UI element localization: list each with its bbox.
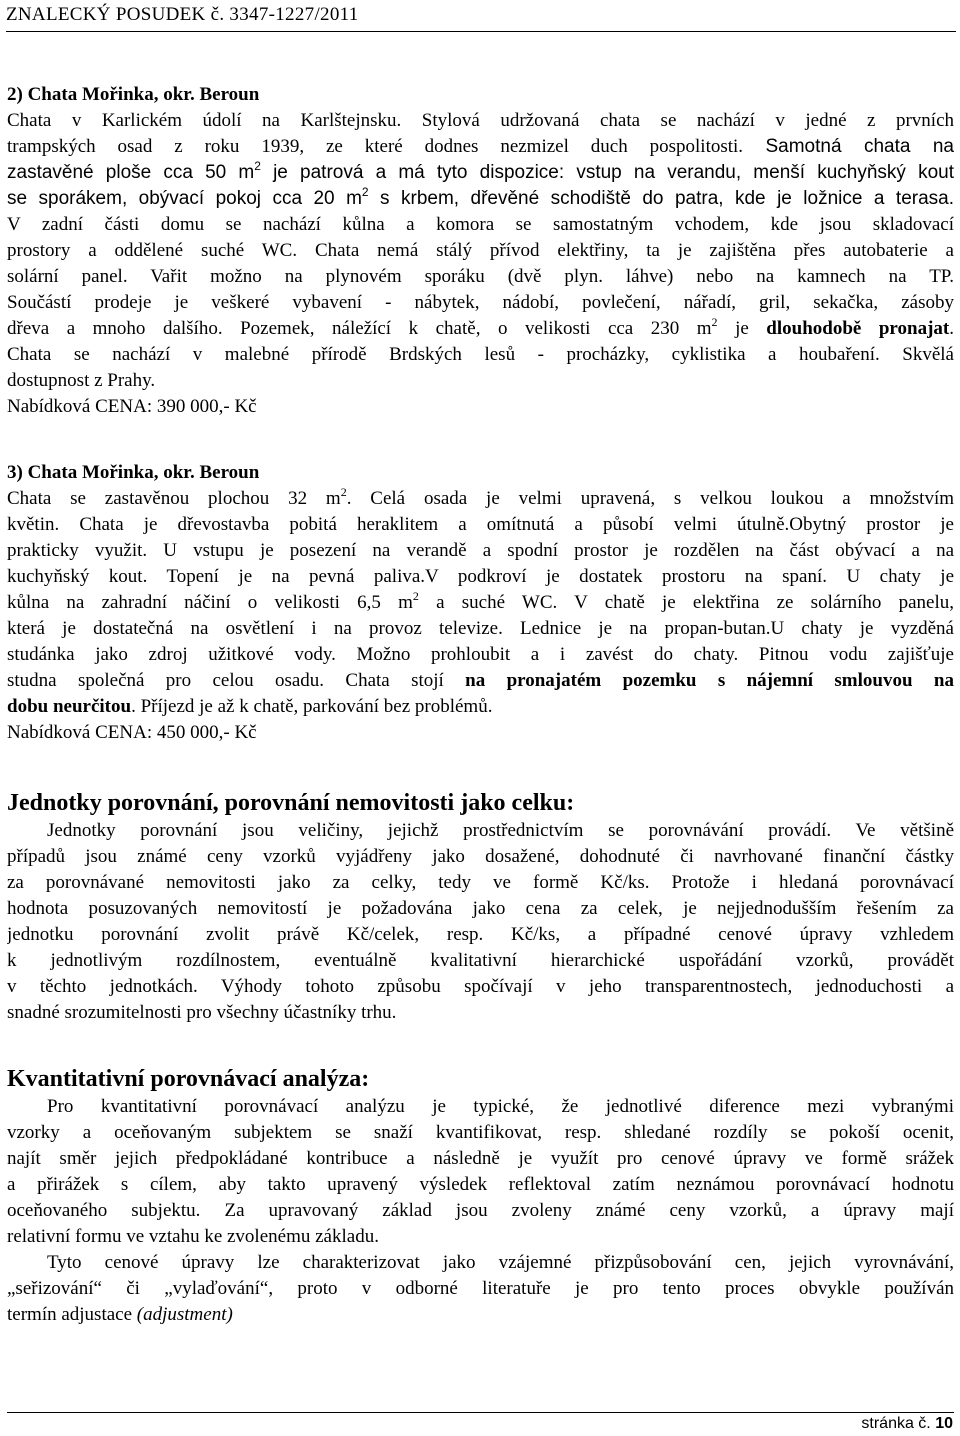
document-title: ZNALECKÝ POSUDEK č. 3347-1227/2011 — [6, 4, 359, 25]
listing-2-price: Nabídková CENA: 390 000,- Kč — [7, 396, 257, 417]
text-line: prostory a oddělené suché WC. Chata nemá stálý přívod elektřiny, ta je zajištěna přes autobaterie a — [7, 240, 954, 261]
header-divider — [6, 31, 956, 32]
text-line: prakticky využit. U vstupu je posezení na verandě a spodní prostor je rozdělen na část obývací a na — [7, 540, 954, 561]
text-line: dobu neurčitou. Příjezd je až k chatě, parkování bez problémů. — [7, 696, 493, 717]
text-line: v těchto jednotkách. Výhody tohoto způsobu spočívají v jeho transparentnostech, jednoduchosti a — [7, 976, 954, 997]
text-line: Tyto cenové úpravy lze charakterizovat jako vzájemné přizpůsobování cen, jejich vyrovnávání, — [47, 1252, 954, 1273]
page-header — [6, 2, 956, 30]
text-line: se sporákem, obývací pokoj cca 20 $m^2$ s krbem, dřevěné schodiště do patra, kde je ložnice a terasa. — [7, 186, 954, 209]
section-heading-units: Jednotky porovnání, porovnání nemovitosti jako celku: — [7, 790, 575, 816]
units-paragraph — [7, 818, 954, 1026]
text-line: Chata se nachází v malebné přírodě Brdských lesů - procházky, cyklistika a houbaření. Skvělá — [7, 344, 954, 365]
text-line: hodnota posuzovaných nemovitostí je požadována jako cena za celek, je nejjednodušším řešením za — [7, 898, 954, 919]
text-line: k jednotlivým rozdílnostem, eventuálně kvalitativní hierarchické uspořádání vzorků, provádět — [7, 950, 954, 971]
text-line: najít směr jejich předpokládané kontribuce a následně je využít pro cenové úpravy ve formě srážek — [7, 1148, 954, 1169]
text-line: studánka jako zdroj užitkové vody. Možno prohloubit a i zavést do chaty. Pitnou vodu zajišťuje — [7, 644, 954, 665]
text-line: jednotku porovnání zvolit právě Kč/celek, resp. Kč/ks, a případné cenové úpravy vzhledem — [7, 924, 954, 945]
listing-3-price: Nabídková CENA: 450 000,- Kč — [7, 722, 257, 743]
text-line: dostupnost z Prahy. — [7, 370, 156, 391]
text-line: Chata se zastavěnou plochou 32 $m^2$. Celá osada je velmi upravená, s velkou loukou a množstvím — [7, 486, 954, 509]
text-line: relativní formu ve vztahu ke zvolenému základu. — [7, 1226, 379, 1247]
text-line: Pro kvantitativní porovnávací analýzu je typické, že jednotlivé diference mezi vybranými — [47, 1096, 954, 1117]
text-line: studna společná pro celou osadu. Chata stojí na pronajatém pozemku s nájemní smlouvou na — [7, 670, 954, 691]
text-line: „seřizování“ či „vylaďování“, proto v odborné literatuře je pro tento proces obvykle používán — [7, 1278, 954, 1299]
text-line: dřeva a mnoho dalšího. Pozemek, náležící k chatě, o velikosti cca 230 $m^2$ je dlouhodobě pronajat. — [7, 316, 954, 339]
listing-3-heading: 3) Chata Mořinka, okr. Beroun — [7, 462, 260, 483]
page-label: stránka č. — [861, 1415, 931, 1432]
listing-2-heading: 2) Chata Mořinka, okr. Beroun — [7, 84, 260, 105]
text-line: která je dostatečná na osvětlení i na provoz televize. Lednice je na propan-butan.U chaty je vyzděná — [7, 618, 954, 639]
text-line: Jednotky porovnání jsou veličiny, jejichž prostřednictvím se porovnávání provádí. Ve většině — [47, 820, 954, 841]
listing-2 — [7, 82, 954, 420]
text-line: V zadní části domu se nachází kůlna a komora se samostatným vchodem, kde jsou skladovací — [7, 214, 954, 235]
text-line: trampských osad z roku 1939, ze které dodnes nezmizel duch pospolitosti. Samotná chata na — [7, 136, 954, 157]
text-line: kůlna na zahradní náčiní o velikosti 6,5 $m^2$ a suché WC. V chatě je elektřina ze solárního panelu, — [7, 590, 954, 613]
footer-divider — [7, 1412, 954, 1413]
text-line: květin. Chata je dřevostavba pobitá heraklitem a omítnutá a působí velmi útulně.Obytný prostor je — [7, 514, 954, 535]
text-line: oceňovaného subjektu. Za upravovaný základ jsou zvoleny známé ceny vzorků, a úpravy mají — [7, 1200, 954, 1221]
text-line: termín adjustace (adjustment) — [7, 1304, 233, 1325]
section-heading-quantitative: Kvantitativní porovnávací analýza: — [7, 1066, 370, 1092]
text-line: případů jsou známé ceny vzorků vyjádřeny jako dosažené, dohodnuté či navrhované finanční částky — [7, 846, 954, 867]
text-line: za porovnávané nemovitosti jako za celky, tedy ve formě Kč/ks. Protože i hledaná porovnávací — [7, 872, 954, 893]
page-number: 10 — [935, 1415, 953, 1432]
text-line: snadné srozumitelnosti pro všechny účastníky trhu. — [7, 1002, 397, 1023]
text-line: zastavěné ploše cca 50 $m^2$ je patrová a má tyto dispozice: vstup na verandu, menší kuchyňský kout — [7, 160, 954, 183]
text-line: kuchyňský kout. Topení je na pevná paliva.V podkroví je dostatek prostoru na spaní. U chaty je — [7, 566, 954, 587]
text-line: a přirážek s cílem, aby takto upravený výsledek reflektoval zatím neznámou porovnávací hodnotu — [7, 1174, 954, 1195]
text-line: Chata v Karlickém údolí na Karlštejnsku. Stylová udržovaná chata se nachází v jedné z prvních — [7, 110, 954, 131]
page-footer — [861, 1414, 953, 1434]
text-line: vzorky a oceňovaným subjektem se snaží kvantifikovat, resp. shledané rozdíly se pokoší ocenit, — [7, 1122, 954, 1143]
quantitative-paragraph — [7, 1094, 954, 1328]
listing-3 — [7, 460, 954, 746]
text-line: Součástí prodeje je veškeré vybavení - nábytek, nádobí, povlečení, nářadí, gril, sekačka, zásoby — [7, 292, 954, 313]
text-line: solární panel. Vařit možno na plynovém sporáku (dvě plyn. láhve) nebo na kamnech na TP. — [7, 266, 954, 287]
